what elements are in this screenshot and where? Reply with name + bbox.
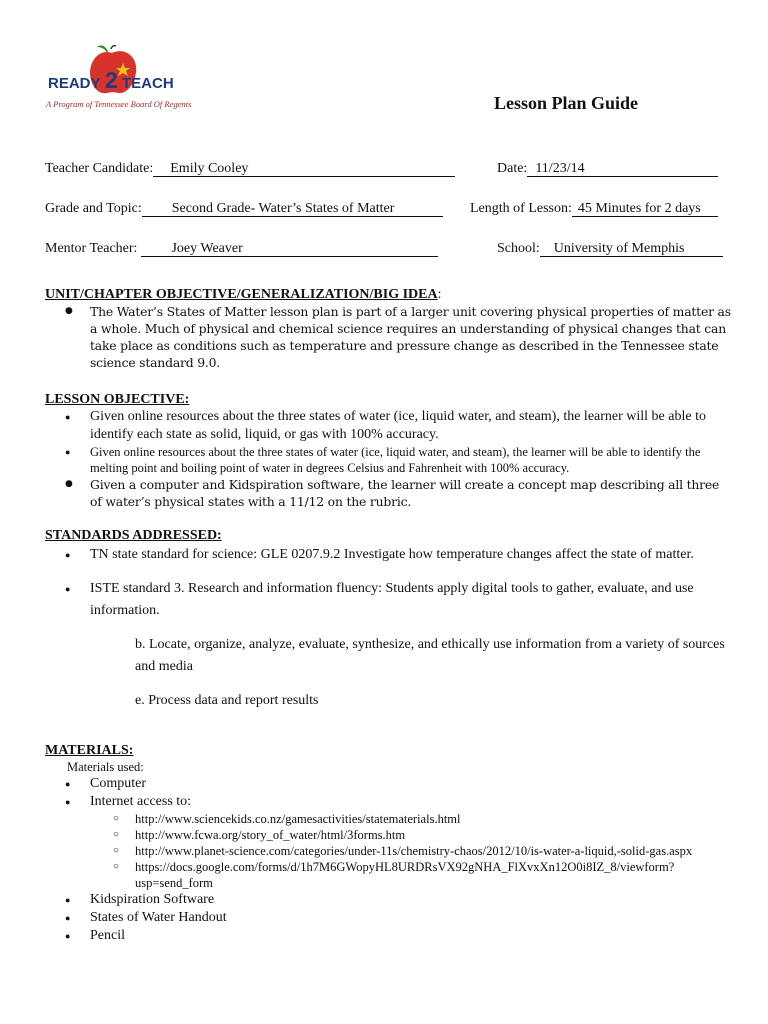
apple-logo-icon bbox=[45, 44, 185, 100]
mentor-field bbox=[45, 241, 438, 257]
materials-intro: Materials used: bbox=[67, 760, 144, 774]
school-label: School: bbox=[497, 241, 540, 256]
svg-text:TEACH: TEACH bbox=[122, 75, 174, 92]
school-value: University of Memphis bbox=[540, 241, 723, 257]
link-item[interactable]: ○ http://www.sciencekids.co.nz/gamesactivities/statematerials.html bbox=[45, 811, 735, 827]
length-field bbox=[470, 201, 718, 217]
logo-tagline: A Program of Tennessee Board Of Regents bbox=[46, 99, 192, 109]
list-item: ● The Water’s States of Matter lesson plan is part of a larger unit covering physical properties of matter as a whole. Much of physical and chemical science requires an understanding of physical changes that can take place as conditions such as temperature and pressure change as described in the Tennessee state science standard 9.0. bbox=[45, 303, 735, 371]
link-item[interactable]: ○ http://www.planet-science.com/categories/under-11s/chemistry-chaos/2012/10/is-water-a-liquid,-solid-gas.aspx bbox=[45, 843, 735, 859]
date-label: Date: bbox=[497, 161, 528, 176]
grade-field bbox=[45, 201, 443, 217]
teacher-label: Teacher Candidate: bbox=[45, 161, 154, 176]
lesson-objective-section bbox=[45, 392, 725, 510]
length-label: Length of Lesson: bbox=[470, 201, 572, 216]
mentor-label: Mentor Teacher: bbox=[45, 241, 138, 256]
svg-text:READY: READY bbox=[48, 75, 101, 92]
unit-heading-colon: : bbox=[437, 287, 442, 302]
teacher-field bbox=[45, 161, 455, 177]
list-item: ● Internet access to: bbox=[45, 793, 735, 811]
list-item: ● Given online resources about the three states of water (ice, liquid water, and steam), the learner will be able to identify each state as solid, liquid, or gas with 100% accuracy. bbox=[45, 408, 725, 444]
unit-objective-section bbox=[45, 287, 735, 371]
ready2teach-logo bbox=[45, 44, 192, 116]
list-item: ● Given a computer and Kidspiration software, the learner will create a concept map describing all three of water’s physical states with a 11/12 on the rubric. bbox=[45, 476, 725, 510]
standard-sub-e: e. Process data and report results bbox=[135, 693, 319, 708]
list-item: ● ISTE standard 3. Research and information fluency: Students apply digital tools to gather, evaluate, and use information. bbox=[45, 578, 735, 622]
svg-text:2: 2 bbox=[105, 67, 118, 93]
list-item: ● Given online resources about the three states of water (ice, liquid water, and steam), the learner will be able to identify the melting point and boiling point of water in degrees Celsius and Fahrenheit with 100% accuracy. bbox=[45, 444, 725, 476]
materials-heading: MATERIALS: bbox=[45, 743, 134, 758]
link-item[interactable]: ○ http://www.fcwa.org/story_of_water/html/3forms.htm bbox=[45, 827, 735, 843]
standards-heading: STANDARDS ADDRESSED: bbox=[45, 528, 222, 543]
materials-section bbox=[45, 743, 735, 945]
teacher-value: Emily Cooley bbox=[153, 161, 455, 177]
grade-label: Grade and Topic: bbox=[45, 201, 142, 216]
school-field bbox=[497, 241, 723, 257]
list-item: ● Computer bbox=[45, 775, 735, 793]
list-item: ● States of Water Handout bbox=[45, 909, 735, 927]
list-item: ● TN state standard for science: GLE 0207.9.2 Investigate how temperature changes affect the state of matter. bbox=[45, 544, 735, 566]
standard-sub-b: b. Locate, organize, analyze, evaluate, synthesize, and ethically use information from a variety of sources and media bbox=[135, 637, 725, 674]
grade-value: Second Grade- Water’s States of Matter bbox=[142, 201, 443, 217]
standards-section bbox=[45, 528, 735, 712]
list-item: ● Pencil bbox=[45, 927, 735, 945]
date-value: 11/23/14 bbox=[527, 161, 718, 177]
length-value: 45 Minutes for 2 days bbox=[572, 201, 718, 217]
date-field bbox=[497, 161, 718, 177]
mentor-value: Joey Weaver bbox=[141, 241, 438, 257]
page-title: Lesson Plan Guide bbox=[494, 93, 639, 113]
link-item[interactable]: ○ https://docs.google.com/forms/d/1h7M6GWopyHL8URDRsVX92gNHA_FlXvxXn12O0i8IZ_8/viewform?usp=send_form bbox=[45, 859, 735, 891]
objective-heading: LESSON OBJECTIVE: bbox=[45, 392, 190, 407]
unit-heading: UNIT/CHAPTER OBJECTIVE/GENERALIZATION/BIG IDEA bbox=[45, 287, 438, 302]
list-item: ● Kidspiration Software bbox=[45, 891, 735, 909]
